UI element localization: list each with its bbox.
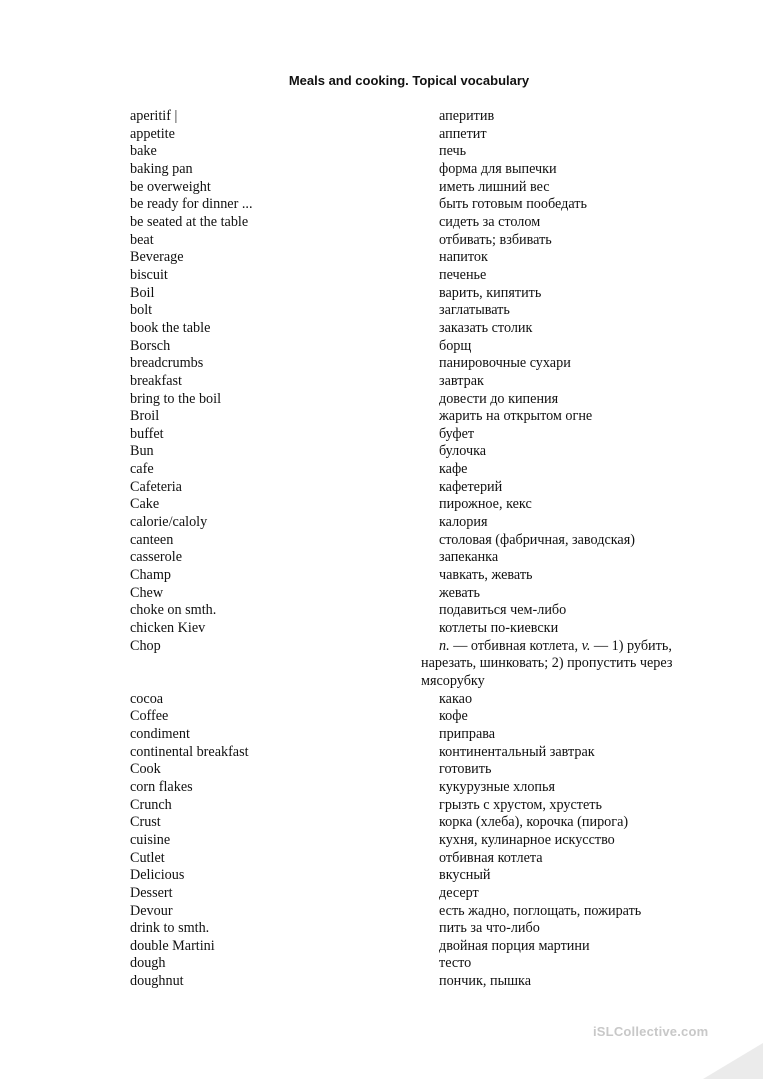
- vocab-row: [130, 320, 720, 338]
- russian-translation: напиток: [439, 249, 488, 266]
- english-term: aperitif |: [130, 108, 178, 124]
- english-term: bake: [130, 143, 157, 160]
- vocab-row: [130, 814, 720, 832]
- english-term: double Martini: [130, 937, 215, 954]
- english-term: drink to smth.: [130, 920, 210, 937]
- verb-abbreviation: v.: [581, 637, 591, 654]
- english-term: Cake: [130, 496, 160, 513]
- vocab-row: [130, 602, 720, 620]
- russian-translation: пить за что-либо: [439, 920, 540, 937]
- english-term: continental breakfast: [130, 743, 249, 760]
- vocab-row: [130, 867, 720, 885]
- russian-translation: грызть с хрустом, хрустеть: [439, 796, 602, 813]
- english-term: calorie/caloly: [130, 514, 208, 531]
- english-term: canteen: [130, 531, 174, 548]
- vocab-row: [130, 744, 720, 762]
- russian-translation: жарить на открытом огне: [439, 408, 593, 425]
- russian-translation: котлеты по-киевски: [439, 620, 559, 637]
- vocab-row: [130, 108, 720, 126]
- english-term: choke on smth.: [130, 602, 217, 619]
- vocab-row: [130, 514, 720, 532]
- vocab-row: [130, 338, 720, 356]
- vocab-row: [130, 196, 720, 214]
- english-term: casserole: [130, 549, 182, 566]
- english-term: Cafeteria: [130, 478, 182, 495]
- english-term: cafe: [130, 461, 154, 478]
- english-term: Broil: [130, 408, 160, 425]
- vocab-row: [130, 885, 720, 903]
- english-term: Delicious: [130, 867, 185, 884]
- vocab-row: [130, 903, 720, 921]
- english-term: Bun: [130, 443, 154, 460]
- vocab-row: [130, 391, 720, 409]
- russian-translation: печенье: [439, 266, 487, 283]
- russian-translation: отбивать; взбивать: [439, 231, 552, 248]
- english-term: Chop: [130, 637, 161, 654]
- vocab-row: [130, 620, 720, 638]
- english-term: breakfast: [130, 372, 182, 389]
- russian-translation: жевать: [439, 584, 481, 601]
- english-term: buffet: [130, 425, 164, 442]
- russian-translation: кухня, кулинарное искусство: [439, 831, 615, 848]
- noun-abbreviation: n.: [439, 637, 450, 654]
- english-term: breadcrumbs: [130, 355, 204, 372]
- english-term: Boil: [130, 284, 155, 301]
- vocab-row: [130, 938, 720, 956]
- russian-translation: корка (хлеба), корочка (пирога): [439, 814, 629, 831]
- english-term: Champ: [130, 567, 171, 584]
- vocab-row: [130, 726, 720, 744]
- vocab-row: [130, 479, 720, 497]
- english-term: Borsch: [130, 337, 171, 354]
- vocabulary-list: [130, 108, 720, 991]
- russian-translation: пончик, пышка: [439, 973, 532, 990]
- russian-translation: кофе: [439, 708, 468, 725]
- english-term: be ready for dinner ...: [130, 196, 253, 213]
- vocab-row: [130, 249, 720, 267]
- russian-translation: сидеть за столом: [439, 213, 541, 230]
- english-term: baking pan: [130, 160, 193, 177]
- russian-translation: форма для выпечки: [439, 160, 557, 177]
- english-term: appetite: [130, 125, 175, 142]
- russian-translation: есть жадно, поглощать, пожирать: [439, 902, 642, 919]
- english-term: be seated at the table: [130, 213, 249, 230]
- vocab-row: [130, 461, 720, 479]
- vocab-row: [130, 302, 720, 320]
- russian-translation: калория: [439, 514, 488, 531]
- english-term: cuisine: [130, 831, 171, 848]
- english-term: condiment: [130, 725, 190, 742]
- vocab-row: [130, 532, 720, 550]
- vocab-row: [130, 920, 720, 938]
- vocab-row: [130, 549, 720, 567]
- russian-translation: десерт: [439, 884, 479, 901]
- vocab-row: [130, 585, 720, 603]
- russian-translation: печь: [439, 143, 467, 160]
- page-corner-decoration: [703, 1043, 763, 1079]
- vocab-row: [130, 214, 720, 232]
- russian-translation: кафетерий: [439, 478, 503, 495]
- english-term: dough: [130, 955, 166, 972]
- russian-translation: заказать столик: [439, 319, 533, 336]
- russian-translation: континентальный завтрак: [439, 743, 595, 760]
- russian-translation: чавкать, жевать: [439, 567, 533, 584]
- vocab-row: [130, 638, 720, 691]
- russian-translation: варить, кипятить: [439, 284, 542, 301]
- vocab-row: [130, 161, 720, 179]
- russian-translation: тесто: [439, 955, 472, 972]
- vocab-row: [130, 973, 720, 991]
- russian-translation: готовить: [439, 761, 492, 778]
- vocab-row: [130, 761, 720, 779]
- russian-translation: подавиться чем-либо: [439, 602, 567, 619]
- english-term: biscuit: [130, 266, 168, 283]
- english-term: bring to the boil: [130, 390, 222, 407]
- russian-translation: вкусный: [439, 867, 491, 884]
- russian-translation: аппетит: [439, 125, 487, 142]
- vocab-row: [130, 832, 720, 850]
- vocab-row: [130, 355, 720, 373]
- russian-translation: иметь лишний вес: [439, 178, 550, 195]
- english-term: Cook: [130, 761, 161, 778]
- vocab-row: [130, 408, 720, 426]
- vocab-row: [130, 285, 720, 303]
- russian-translation: столовая (фабричная, заводская): [439, 531, 635, 548]
- russian-translation: запеканка: [439, 549, 499, 566]
- english-term: be overweight: [130, 178, 211, 195]
- vocab-row: [130, 443, 720, 461]
- vocab-row: [130, 373, 720, 391]
- vocab-row: [130, 143, 720, 161]
- vocab-row: [130, 232, 720, 250]
- russian-translation: кафе: [439, 461, 468, 478]
- verb-meaning: — 1) рубить, нарезать, шинковать; 2) пропустить через мясорубку: [421, 637, 673, 689]
- vocab-row: [130, 179, 720, 197]
- english-term: doughnut: [130, 973, 184, 990]
- english-term: Beverage: [130, 249, 184, 266]
- russian-translation: [421, 638, 703, 691]
- english-term: Coffee: [130, 708, 169, 725]
- russian-translation: приправа: [439, 725, 496, 742]
- english-term: Dessert: [130, 884, 173, 901]
- english-term: chicken Kiev: [130, 620, 206, 637]
- english-term: book the table: [130, 319, 211, 336]
- vocab-row: [130, 426, 720, 444]
- page-title: Meals and cooking. Topical vocabulary: [288, 73, 530, 88]
- english-term: bolt: [130, 302, 153, 319]
- english-term: Devour: [130, 902, 173, 919]
- english-term: cocoa: [130, 690, 164, 707]
- vocab-row: [130, 955, 720, 973]
- vocab-row: [130, 567, 720, 585]
- vocab-row: [130, 496, 720, 514]
- russian-translation: пирожное, кекс: [439, 496, 532, 513]
- noun-meaning: — отбивная котлета,: [449, 637, 582, 654]
- english-term: Crust: [130, 814, 161, 831]
- russian-translation: двойная порция мартини: [439, 937, 590, 954]
- watermark: iSLCollective.com: [593, 1024, 709, 1039]
- russian-translation: заглатывать: [439, 302, 510, 319]
- russian-translation: быть готовым пообедать: [439, 196, 587, 213]
- vocab-row: [130, 779, 720, 797]
- russian-translation: буфет: [439, 425, 475, 442]
- russian-translation: аперитив: [439, 108, 495, 124]
- english-term: Crunch: [130, 796, 172, 813]
- russian-translation: панировочные сухари: [439, 355, 571, 372]
- russian-translation: какао: [439, 690, 473, 707]
- vocab-row: [130, 691, 720, 709]
- vocab-row: [130, 850, 720, 868]
- english-term: Chew: [130, 584, 164, 601]
- english-term: beat: [130, 231, 154, 248]
- vocab-row: [130, 267, 720, 285]
- russian-translation: кукурузные хлопья: [439, 778, 556, 795]
- russian-translation: довести до кипения: [439, 390, 559, 407]
- english-term: corn flakes: [130, 778, 193, 795]
- russian-translation: булочка: [439, 443, 487, 460]
- vocab-row: [130, 797, 720, 815]
- russian-translation: борщ: [439, 337, 472, 354]
- russian-translation: завтрак: [439, 372, 484, 389]
- russian-translation: отбивная котлета: [439, 849, 543, 866]
- english-term: Cutlet: [130, 849, 165, 866]
- vocab-row: [130, 126, 720, 144]
- vocab-row: [130, 708, 720, 726]
